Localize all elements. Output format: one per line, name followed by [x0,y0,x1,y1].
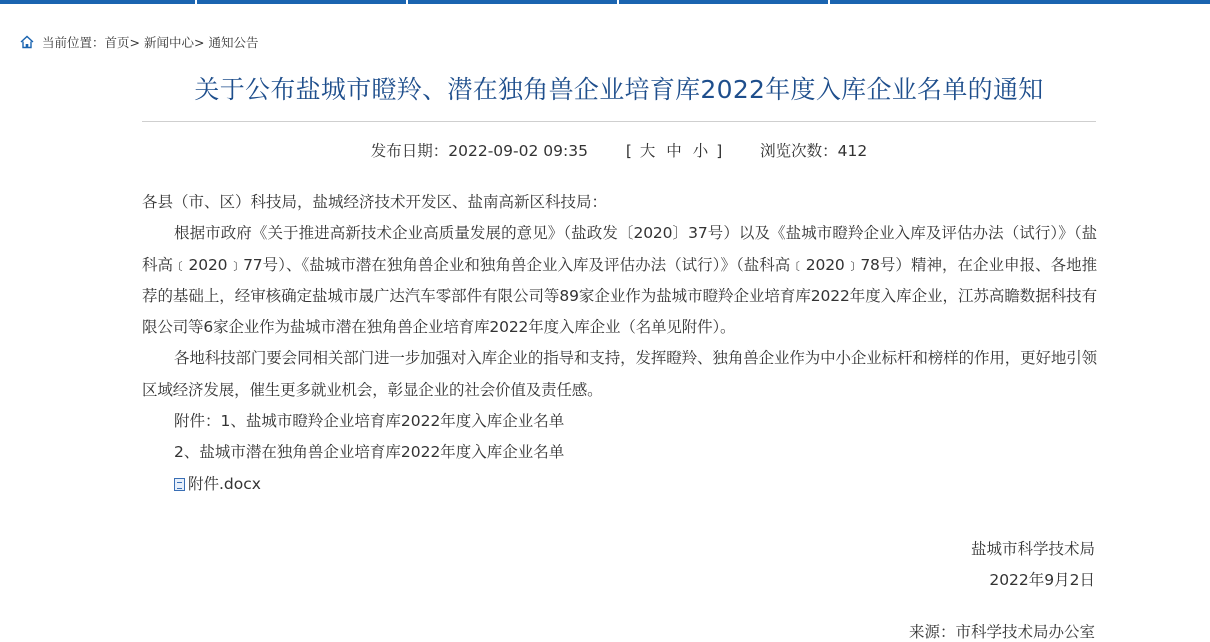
font-size-medium-button[interactable]: 中 [666,142,682,160]
source-label: 来源： [908,623,956,641]
attachment-link[interactable]: 附件.docx [188,474,261,493]
attachment-line-1: 附件：1、盐城市瞪羚企业培育库2022年度入库企业名单 [174,412,565,431]
signature-date: 2022年9月2日 [989,571,1095,589]
breadcrumb-current-link[interactable]: 通知公告 [208,35,259,50]
publish-date-label: 发布日期： [370,142,449,160]
signature-org: 盐城市科学技术局 [970,540,1095,558]
breadcrumb-prefix: 当前位置： [42,35,105,50]
article-title: 关于公布盐城市瞪羚、潜在独角兽企业培育库2022年度入库企业名单的通知 [194,75,1044,104]
publish-date: 2022-09-02 09:35 [448,142,588,160]
view-count: 412 [837,142,868,160]
body-paragraph-2: 各地科技部门要会同相关部门进一步加强对入库企业的指导和支持，发挥瞪羚、独角兽企业作为中小企业标杆和榜样的作用，更好地引领区域经济发展，催生更多就业机会，彰显企业的社会价值及责任感。 [142,349,1097,399]
source [909,620,1095,642]
attachment-line-2: 2、盐城市潜在独角兽企业培育库2022年度入库企业名单 [174,443,565,462]
breadcrumb-separator: > [194,34,205,50]
nav-separator [406,0,408,4]
salutation: 各县（市、区）科技局，盐城经济技术开发区、盐南高新区科技局： [142,193,608,211]
article-meta [142,139,1096,161]
title-divider [142,121,1096,122]
breadcrumb-home-link[interactable]: 首页 [104,35,130,50]
attachment-download[interactable] [142,469,1097,500]
source-value: 市科学技术局办公室 [955,623,1095,641]
nav-separator [195,0,197,4]
breadcrumb-separator: > [129,34,141,50]
article-body [142,187,1097,500]
view-count-label: 浏览次数： [760,142,838,160]
breadcrumb-news-link[interactable]: 新闻中心 [144,35,195,50]
nav-separator [828,0,830,4]
docx-file-icon [174,478,185,491]
nav-separator [617,0,619,4]
body-paragraph-1: 根据市政府《关于推进高新技术企业高质量发展的意见》（盐政发〔2020〕37号）以及《盐城市瞪羚企业入库及评估办法（试行）》（盐科高﹝2020﹞77号）、《盐城市潜在独角兽企业和独角兽企业入库及评估办法（试行）》（盐科高﹝2020﹞78号）精神，在企业申报、各地推荐的基础上，经审核确定盐城市晟广达汽车零部件有限公司等89家企业作为盐城市瞪羚企业培育库2022年度入库企业，江苏高瞻数据科技有限公司等6家企业作为盐城市潜在独角兽企业培育库2022年度入库企业（名单见附件）。 [142,224,1097,337]
font-size-small-button[interactable]: 小 [692,142,709,160]
home-icon [20,35,34,49]
breadcrumb [20,33,259,51]
top-nav-bar [0,0,1210,4]
font-size-close-bracket: ] [716,142,723,160]
font-size-open-bracket: [ [625,142,632,160]
font-size-large-button[interactable]: 大 [639,142,656,160]
